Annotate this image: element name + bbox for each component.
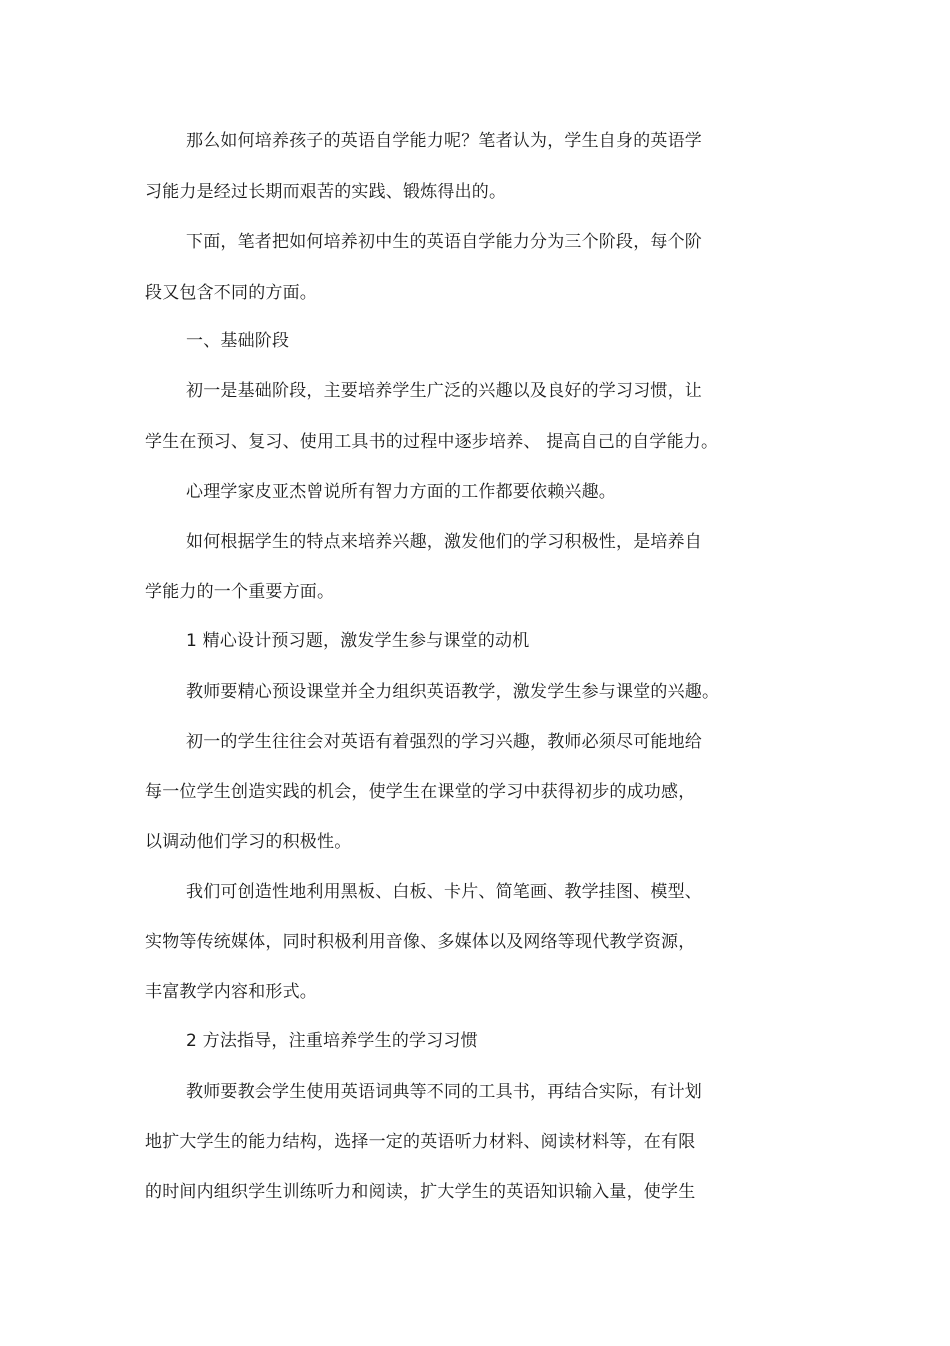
paragraph-line: 那么如何培养孩子的英语自学能力呢？笔者认为，学生自身的英语学 — [186, 131, 702, 151]
paragraph-line: 学能力的一个重要方面。 — [145, 582, 335, 602]
paragraph-line: 教师要教会学生使用英语词典等不同的工具书，再结合实际，有计划 — [186, 1082, 702, 1102]
paragraph-line: 下面，笔者把如何培养初中生的英语自学能力分为三个阶段，每个阶 — [186, 232, 702, 252]
paragraph-line: 丰富教学内容和形式。 — [145, 982, 317, 1002]
paragraph-line: 初一的学生往往会对英语有着强烈的学习兴趣，教师必须尽可能地给 — [186, 732, 702, 752]
paragraph-line: 心理学家皮亚杰曾说所有智力方面的工作都要依赖兴趣。 — [186, 482, 616, 502]
paragraph-line: 段又包含不同的方面。 — [145, 283, 317, 303]
subsection-heading: 1 精心设计预习题，激发学生参与课堂的动机 — [186, 631, 530, 651]
paragraph-line: 如何根据学生的特点来培养兴趣，激发他们的学习积极性，是培养自 — [186, 532, 702, 552]
paragraph-line: 初一是基础阶段，主要培养学生广泛的兴趣以及良好的学习习惯，让 — [186, 381, 702, 401]
paragraph-line: 以调动他们学习的积极性。 — [145, 832, 352, 852]
paragraph-line: 实物等传统媒体，同时积极利用音像、多媒体以及网络等现代教学资源， — [145, 932, 696, 952]
paragraph-line: 教师要精心预设课堂并全力组织英语教学，激发学生参与课堂的兴趣。 — [186, 682, 720, 702]
paragraph-line: 每一位学生创造实践的机会，使学生在课堂的学习中获得初步的成功感， — [145, 782, 696, 802]
paragraph-line: 习能力是经过长期而艰苦的实践、锻炼得出的。 — [145, 182, 507, 202]
section-heading: 一、基础阶段 — [186, 331, 290, 351]
paragraph-line: 地扩大学生的能力结构，选择一定的英语听力材料、阅读材料等，在有限 — [145, 1132, 696, 1152]
paragraph-line: 我们可创造性地利用黑板、白板、卡片、简笔画、教学挂图、模型、 — [186, 882, 702, 902]
subsection-heading: 2 方法指导，注重培养学生的学习习惯 — [186, 1031, 478, 1051]
paragraph-line: 学生在预习、复习、使用工具书的过程中逐步培养、 提高自己的自学能力。 — [145, 432, 719, 452]
paragraph-line: 的时间内组织学生训练听力和阅读，扩大学生的英语知识输入量，使学生 — [145, 1182, 696, 1202]
